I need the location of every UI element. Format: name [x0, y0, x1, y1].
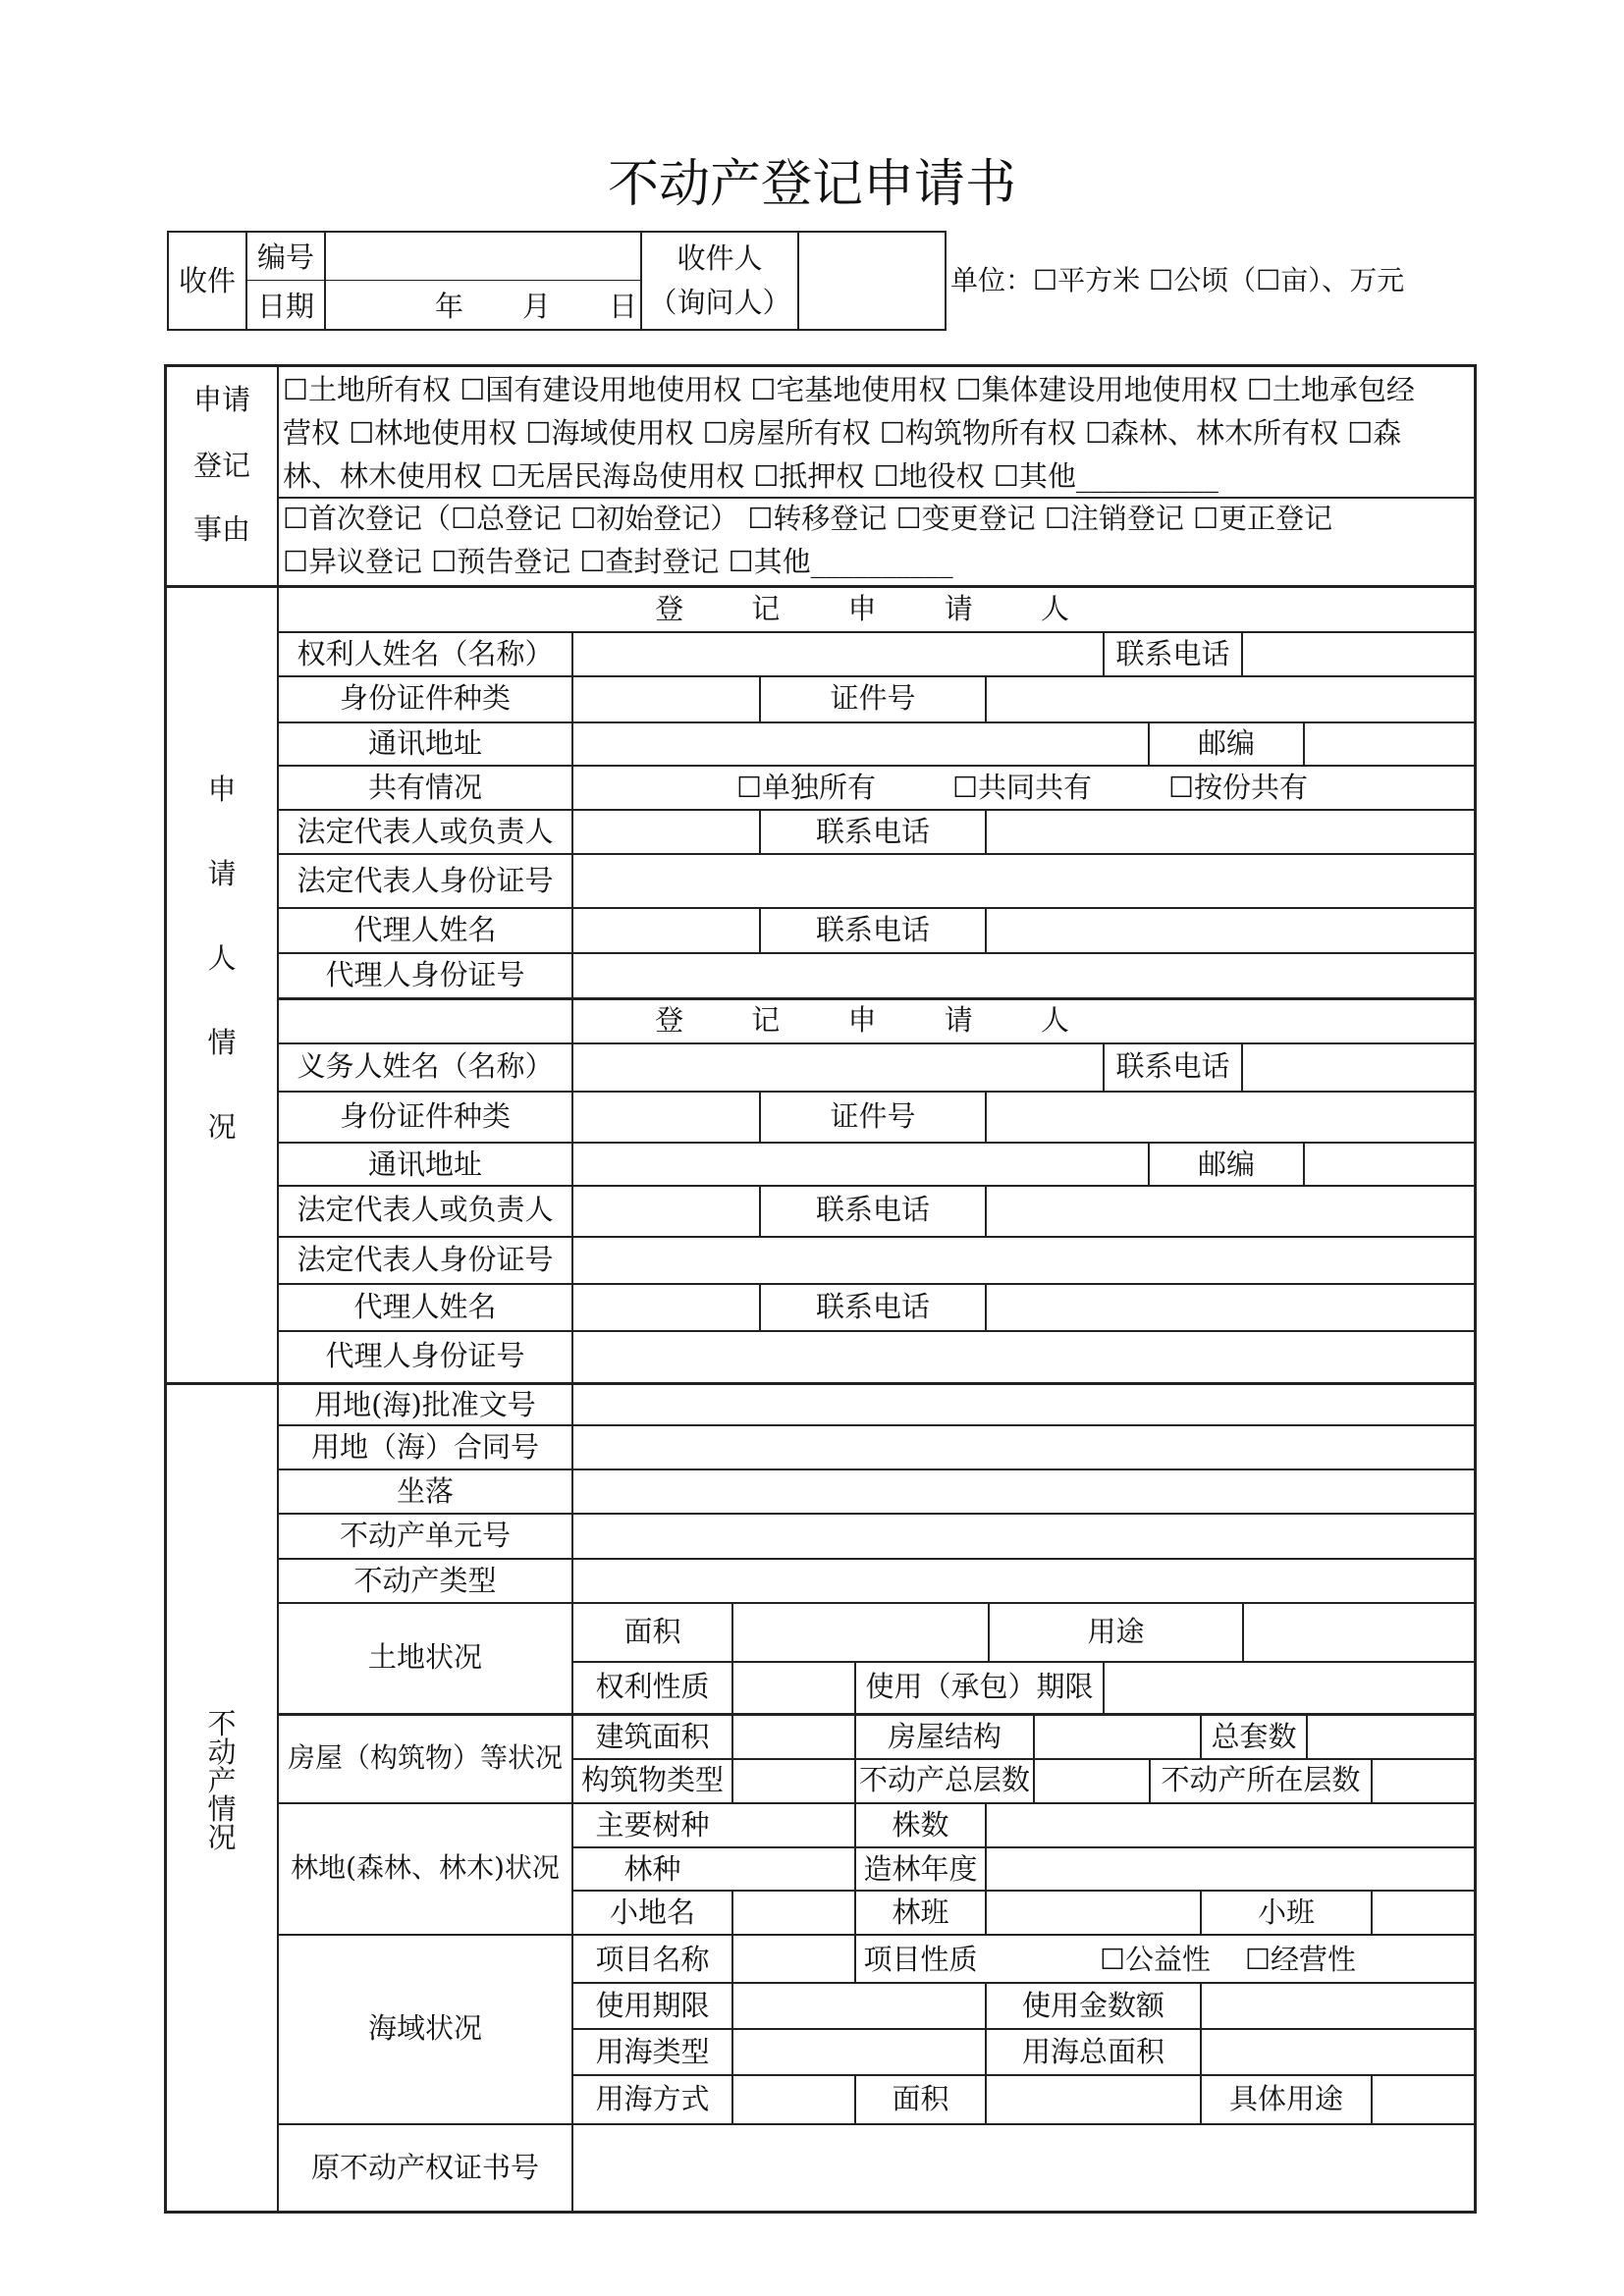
- share-opt-proportional[interactable]: ☐按份共有: [1168, 771, 1308, 804]
- forest-block-field[interactable]: [989, 1893, 1197, 1932]
- sea-fee-field[interactable]: [1204, 1985, 1473, 2026]
- obligee-id-type-field[interactable]: [575, 678, 756, 720]
- total-sets-field[interactable]: [1310, 1718, 1473, 1756]
- obligor-postcode-field[interactable]: [1307, 1145, 1473, 1183]
- obligor-agent-label: 代理人姓名: [353, 1290, 497, 1323]
- obligee-legal-phone-field[interactable]: [989, 812, 1473, 851]
- obligor-id-type-label: 身份证件种类: [339, 1099, 511, 1133]
- obligor-section-title: 登 记 申 请 人: [655, 1003, 1099, 1037]
- obligor-id-no-label: 证件号: [830, 1099, 916, 1133]
- obligor-agent-phone-field[interactable]: [989, 1286, 1473, 1328]
- obligee-id-no-label: 证件号: [830, 681, 916, 715]
- obligor-agent-field[interactable]: [575, 1286, 756, 1328]
- day-label: 日: [609, 290, 638, 323]
- struct-type-label: 构筑物类型: [580, 1763, 724, 1796]
- obligor-id-type-field[interactable]: [575, 1094, 756, 1140]
- receiver-field[interactable]: [801, 234, 943, 328]
- rights-line-2[interactable]: 营权 ☐林地使用权 ☐海域使用权 ☐房屋所有权 ☐构筑物所有权 ☐森林、林木所有权 ☐森: [283, 416, 1402, 450]
- obligor-name-label: 义务人姓名（名称）: [297, 1049, 554, 1083]
- obligee-legal-id-field[interactable]: [575, 856, 1473, 905]
- obligor-agent-id-label: 代理人身份证号: [325, 1339, 525, 1372]
- total-sets-label: 总套数: [1211, 1720, 1297, 1753]
- receive-label: 收件: [178, 264, 236, 297]
- sub-block-label: 小班: [1257, 1896, 1315, 1929]
- obligee-agent-id-label: 代理人身份证号: [325, 958, 525, 991]
- obligee-name-field[interactable]: [575, 634, 1100, 673]
- tree-count-field[interactable]: [989, 1805, 1473, 1844]
- obligor-id-no-field[interactable]: [989, 1094, 1473, 1140]
- obligee-agent-id-field[interactable]: [575, 955, 1473, 995]
- number-field[interactable]: [328, 234, 638, 279]
- rights-line-3[interactable]: 林、林木使用权 ☐无居民海岛使用权 ☐抵押权 ☐地役权 ☐其他__________: [283, 459, 1218, 493]
- property-type-label: 不动产类型: [353, 1564, 497, 1597]
- obligee-address-field[interactable]: [575, 724, 1145, 763]
- sea-opt-commercial[interactable]: ☐经营性: [1245, 1943, 1356, 1976]
- build-area-label: 建筑面积: [595, 1720, 710, 1753]
- applicant-side-4: 情: [207, 1026, 237, 1059]
- total-floors-field[interactable]: [1037, 1761, 1146, 1800]
- unit-text: 单位：☐平方米 ☐公顷（☐亩）、万元: [950, 264, 1405, 296]
- obligee-phone-label: 联系电话: [1115, 637, 1230, 670]
- project-name-label: 项目名称: [595, 1943, 710, 1976]
- forest-status-label: 林地(森林、林木)状况: [291, 1851, 560, 1884]
- approval-no-field[interactable]: [575, 1386, 1473, 1422]
- plant-year-field[interactable]: [989, 1849, 1473, 1888]
- forest-kind-field[interactable]: [735, 1849, 851, 1888]
- receiver-sub-label: （询问人）: [648, 286, 791, 319]
- applicant-side-5: 况: [207, 1110, 237, 1144]
- obligee-legal-phone-label: 联系电话: [815, 815, 930, 848]
- share-opt-sole[interactable]: ☐单独所有: [736, 771, 876, 804]
- floor-label: 不动产所在层数: [1161, 1763, 1361, 1796]
- types-line-1[interactable]: ☐首次登记（☐总登记 ☐初始登记） ☐转移登记 ☐变更登记 ☐注销登记 ☐更正登记: [283, 502, 1333, 535]
- obligee-phone-field[interactable]: [1245, 634, 1473, 673]
- sea-total-area-label: 用海总面积: [1021, 2035, 1164, 2068]
- receiver-label: 收件人: [677, 241, 763, 275]
- obligor-legal-id-field[interactable]: [575, 1239, 1473, 1281]
- matters-label-3: 事由: [192, 512, 250, 546]
- obligee-agent-phone-label: 联系电话: [815, 913, 930, 946]
- location-label: 坐落: [396, 1474, 454, 1508]
- property-side-1: 不: [207, 1707, 237, 1740]
- place-name-field[interactable]: [735, 1893, 851, 1932]
- obligee-id-no-field[interactable]: [989, 678, 1473, 720]
- approval-no-label: 用地(海)批准文号: [314, 1388, 536, 1421]
- project-name-field[interactable]: [735, 1937, 851, 1980]
- unit-no-label: 不动产单元号: [339, 1519, 511, 1552]
- obligor-legal-rep-field[interactable]: [575, 1188, 756, 1234]
- sea-type-field[interactable]: [735, 2031, 982, 2072]
- obligor-phone-label: 联系电话: [1115, 1049, 1230, 1083]
- build-area-field[interactable]: [735, 1718, 851, 1756]
- obligor-name-field[interactable]: [575, 1045, 1100, 1089]
- plant-year-label: 造林年度: [863, 1852, 978, 1886]
- obligor-address-field[interactable]: [575, 1145, 1145, 1183]
- cert-no-field[interactable]: [575, 2126, 1473, 2209]
- tree-count-label: 株数: [892, 1808, 949, 1842]
- types-line-2[interactable]: ☐异议登记 ☐预告登记 ☐查封登记 ☐其他__________: [283, 545, 953, 578]
- obligee-legal-rep-label: 法定代表人或负责人: [297, 815, 554, 848]
- obligee-name-label: 权利人姓名（名称）: [297, 637, 554, 670]
- matters-label-2: 登记: [192, 449, 250, 482]
- forest-block-label: 林班: [892, 1896, 949, 1929]
- applicant-side-2: 请: [207, 857, 237, 890]
- contract-no-field[interactable]: [575, 1427, 1473, 1467]
- sea-method-label: 用海方式: [595, 2082, 710, 2115]
- place-name-label: 小地名: [609, 1896, 695, 1929]
- cert-no-label: 原不动产权证书号: [310, 2151, 539, 2184]
- obligee-postcode-label: 邮编: [1197, 726, 1255, 760]
- obligor-legal-rep-label: 法定代表人或负责人: [297, 1193, 554, 1226]
- month-label: 月: [522, 290, 552, 323]
- sea-status-label: 海域状况: [367, 2011, 482, 2045]
- sea-total-area-field[interactable]: [1204, 2031, 1473, 2072]
- contract-no-label: 用地（海）合同号: [310, 1430, 539, 1464]
- sea-area-label: 面积: [892, 2082, 949, 2115]
- right-nature-field[interactable]: [735, 1664, 851, 1711]
- house-structure-label: 房屋结构: [887, 1720, 1001, 1753]
- page-title: 不动产登记申请书: [607, 155, 1016, 214]
- sea-term-field[interactable]: [735, 1985, 982, 2026]
- tree-species-label: 主要树种: [595, 1808, 710, 1842]
- obligor-address-label: 通讯地址: [367, 1148, 482, 1181]
- obligor-legal-phone-field[interactable]: [989, 1188, 1473, 1234]
- land-area-field[interactable]: [735, 1605, 985, 1659]
- obligee-agent-field[interactable]: [575, 910, 756, 950]
- property-side-3: 产: [207, 1764, 237, 1797]
- obligee-legal-rep-field[interactable]: [575, 812, 756, 851]
- obligee-address-label: 通讯地址: [367, 726, 482, 760]
- land-status-label: 土地状况: [367, 1640, 482, 1674]
- land-use-field[interactable]: [1246, 1605, 1473, 1659]
- obligee-agent-label: 代理人姓名: [353, 913, 497, 946]
- sea-opt-public[interactable]: ☐公益性: [1100, 1943, 1211, 1976]
- matters-label-1: 申请: [192, 383, 250, 416]
- obligor-legal-phone-label: 联系电话: [815, 1193, 930, 1226]
- applicant-side-3: 人: [207, 941, 237, 975]
- floor-field[interactable]: [1375, 1761, 1473, 1800]
- land-area-label: 面积: [623, 1615, 681, 1648]
- sea-fee-label: 使用金数额: [1021, 1989, 1164, 2022]
- sea-type-label: 用海类型: [595, 2035, 710, 2068]
- obligee-section-title: 登 记 申 请 人: [655, 592, 1099, 625]
- obligee-postcode-field[interactable]: [1307, 724, 1473, 763]
- sea-term-label: 使用期限: [595, 1989, 710, 2022]
- land-term-field[interactable]: [1107, 1664, 1473, 1711]
- house-structure-field[interactable]: [1037, 1718, 1197, 1756]
- number-label: 编号: [256, 240, 314, 274]
- sea-purpose-label: 具体用途: [1228, 2082, 1343, 2115]
- property-side-4: 情: [207, 1792, 237, 1826]
- right-nature-label: 权利性质: [595, 1670, 710, 1703]
- sea-method-field[interactable]: [735, 2077, 851, 2121]
- date-label: 日期: [256, 290, 314, 323]
- property-type-field[interactable]: [575, 1561, 1473, 1600]
- obligor-agent-phone-label: 联系电话: [815, 1290, 930, 1323]
- sea-area-field[interactable]: [989, 2077, 1197, 2121]
- house-status-label: 房屋（构筑物）等状况: [287, 1741, 563, 1774]
- obligee-agent-phone-field[interactable]: [989, 910, 1473, 950]
- forest-kind-label: 林种: [623, 1852, 681, 1886]
- location-field[interactable]: [575, 1471, 1473, 1511]
- obligor-agent-id-field[interactable]: [575, 1333, 1473, 1380]
- obligor-postcode-label: 邮编: [1197, 1148, 1255, 1181]
- struct-type-field[interactable]: [735, 1761, 851, 1800]
- sea-purpose-field[interactable]: [1375, 2077, 1473, 2121]
- property-side-5: 况: [207, 1821, 237, 1854]
- land-use-label: 用途: [1087, 1615, 1145, 1648]
- unit-no-field[interactable]: [575, 1516, 1473, 1556]
- share-opt-joint[interactable]: ☐共同共有: [952, 771, 1092, 804]
- share-label: 共有情况: [367, 771, 482, 804]
- obligor-phone-field[interactable]: [1245, 1045, 1473, 1089]
- year-label: 年: [435, 290, 464, 323]
- rights-line-1[interactable]: ☐土地所有权 ☐国有建设用地使用权 ☐宅基地使用权 ☐集体建设用地使用权 ☐土地承包经: [283, 373, 1415, 406]
- applicant-side-1: 申: [207, 773, 237, 806]
- project-nature-label: 项目性质: [863, 1943, 978, 1976]
- land-term-label: 使用（承包）期限: [865, 1670, 1094, 1703]
- total-floors-label: 不动产总层数: [858, 1763, 1030, 1796]
- obligee-legal-id-label: 法定代表人身份证号: [297, 864, 554, 897]
- obligee-id-type-label: 身份证件种类: [339, 681, 511, 715]
- obligor-legal-id-label: 法定代表人身份证号: [297, 1243, 554, 1276]
- sub-block-field[interactable]: [1375, 1893, 1473, 1932]
- property-side-2: 动: [207, 1735, 237, 1769]
- tree-species-field[interactable]: [735, 1805, 851, 1844]
